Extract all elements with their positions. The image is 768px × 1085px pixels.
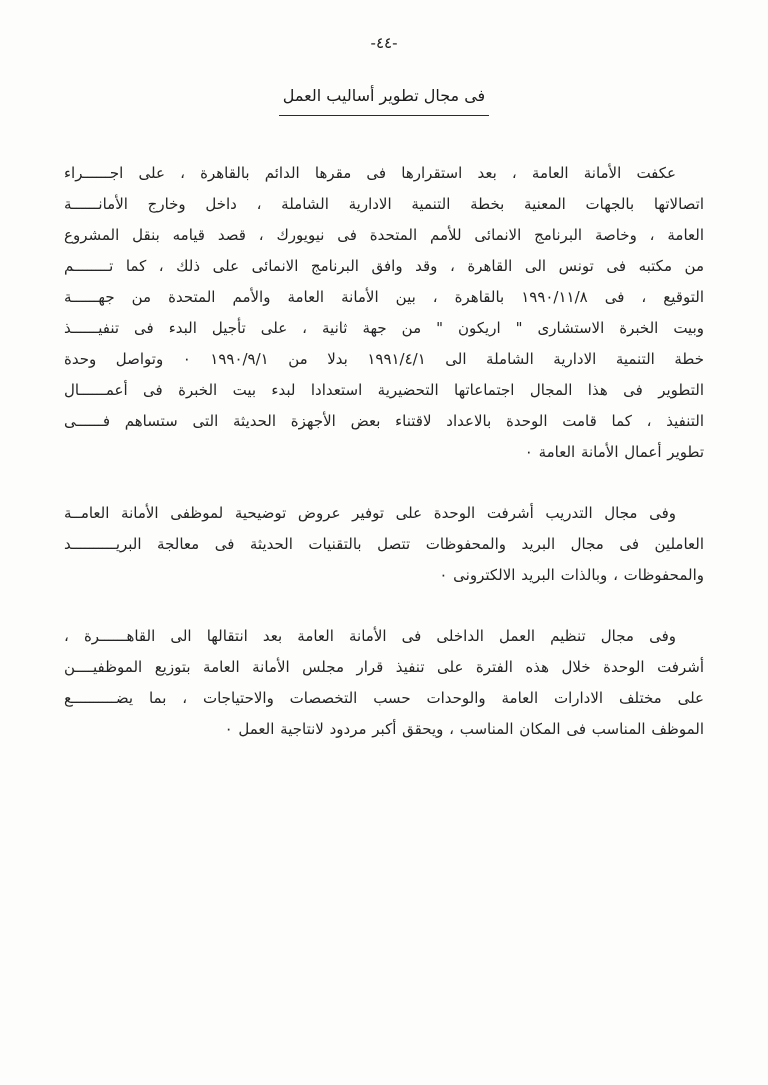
text-line: التوقيع ، فى ١٩٩٠/١١/٨ بالقاهرة ، بين الأمانة العامة والأمم المتحدة من جهــــــة xyxy=(64,288,704,306)
title-container xyxy=(64,82,704,116)
text-line: العاملين فى مجال البريد والمحفوظات تتصل بالتقنيات الحديثة فى معالجة البريــــــــــد xyxy=(64,535,704,553)
text-line: التطوير فى هذا المجال اجتماعاتها التحضيرية استعدادا لبدء بيت الخبرة فى أعمــــــال xyxy=(64,381,704,399)
text-line: عكفت الأمانة العامة ، بعد استقرارها فى مقرها الدائم بالقاهرة ، على اجــــــراء xyxy=(64,164,676,182)
text-line: اتصالاتها بالجهات المعنية بخطة التنمية الادارية الشاملة ، داخل وخارج الأمانــــــة xyxy=(64,195,704,213)
text-line: والمحفوظات ، وبالذات البريد الالكترونى ٠ xyxy=(439,566,704,584)
paragraph-2 xyxy=(64,498,704,591)
page-number: -٤٤- xyxy=(370,34,398,52)
text-line: الموظف المناسب فى المكان المناسب ، ويحقق أكبر مردود لانتاجية العمل ٠ xyxy=(224,720,704,738)
text-line: العامة ، وخاصة البرنامج الانمائى للأمم المتحدة فى نيويورك ، قصد قيامه بنقل المشروع xyxy=(64,226,704,244)
text-line: وفى مجال التدريب أشرفت الوحدة على توفير عروض توضيحية لموظفى الأمانة العامــة xyxy=(64,504,676,522)
paragraph-1 xyxy=(64,158,704,468)
text-line: من مكتبه فى تونس الى القاهرة ، وقد وافق البرنامج الانمائى على ذلك ، كما تــــــــم xyxy=(64,257,704,275)
text-line: وبيت الخبرة الاستشارى " اريكون " من جهة ثانية ، على تأجيل البدء فى تنفيــــــذ xyxy=(64,319,704,337)
text-line: وفى مجال تنظيم العمل الداخلى فى الأمانة العامة بعد انتقالها الى القاهــــــرة ، xyxy=(64,627,676,645)
text-line: التنفيذ ، كما قامت الوحدة بالاعداد لاقتناء بعض الأجهزة الحديثة التى ستساهم فــــــى xyxy=(64,412,704,430)
paragraph-3 xyxy=(64,621,704,745)
text-line: أشرفت الوحدة خلال هذه الفترة على تنفيذ قرار مجلس الأمانة العامة بتوزيع الموظفيــــن xyxy=(64,658,704,676)
text-line: تطوير أعمال الأمانة العامة ٠ xyxy=(524,443,704,461)
document-title: فى مجال تطوير أساليب العمل xyxy=(279,82,489,116)
text-line: خطة التنمية الادارية الشاملة الى ١٩٩١/٤/١ بدلا من ١٩٩٠/٩/١ ٠ وتواصل وحدة xyxy=(64,350,704,368)
text-line: على مختلف الادارات العامة والوحدات حسب التخصصات والاحتياجات ، بما يضــــــــــع xyxy=(64,689,704,707)
